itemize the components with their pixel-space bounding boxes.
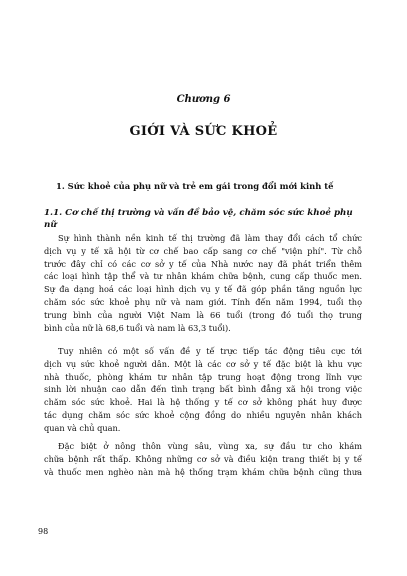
text-line: Sự đa dạng hoá các loại hình dịch vụ y tế đã góp phần tăng nguồn lực	[44, 284, 362, 295]
text-line: trước đây chỉ có các cơ sở y tế của Nhà nước nay đã phát triển thêm	[44, 258, 362, 269]
chapter-title: GIỚI VÀ SỨC KHOẺ	[129, 124, 278, 139]
subsection-heading: 1.1. Cơ chế thị trường và vấn đề bảo vệ, chăm sóc sức khoẻ phụ nữ	[44, 208, 353, 230]
text-line: dịch vụ sức khoẻ người dân. Một là các cơ sở y tế đặc biệt là khu vực	[44, 358, 362, 369]
text-line: Tuy nhiên có một số vấn đề y tế trực tiếp tác động tiêu cực tới	[58, 346, 362, 356]
text-line: Sự hình thành nền kinh tế thị trường đã làm thay đổi cách tổ chức	[58, 233, 362, 243]
text-line: và thuốc men nghèo nàn mà hệ thống trạm khám chữa bệnh cũng thưa	[44, 466, 362, 477]
page-number: 98	[38, 527, 49, 536]
text-line: chăm sóc sức khoẻ. Hai là hệ thống y tế cơ sở không phát huy được	[44, 397, 362, 408]
text-line: nhà thuốc, phòng khám tư nhân tập trung hoạt động trong lĩnh vực	[44, 371, 362, 382]
paragraph-3	[44, 440, 362, 478]
text-line: quan và chủ quan.	[44, 422, 121, 433]
text-line: các loại hình tập thể và tư nhân khám chữa bệnh, cung cấp thuốc men.	[44, 271, 362, 282]
text-line: dịch vụ y tế xã hội từ cơ chế bao cấp sang cơ chế "viện phí". Từ chỗ	[44, 245, 362, 256]
paragraph-1	[44, 232, 362, 334]
text-line: tác dụng chăm sóc sức khoẻ cộng đồng do nhiều nguyên nhân khách	[44, 409, 362, 420]
text-line: trung bình của người Việt Nam là 66 tuổi (trong đó tuổi thọ trung	[44, 309, 362, 320]
chapter-label: Chương 6	[176, 94, 231, 105]
section-heading: 1. Sức khoẻ của phụ nữ và trẻ em gái trong đổi mới kinh tế	[56, 181, 334, 191]
text-line: chữa bệnh rất thấp. Không những cơ sở và điều kiện trang thiết bị y tế	[44, 453, 362, 464]
text-line: chăm sóc sức khoẻ phụ nữ và nam giới. Tính đến năm 1994, tuổi thọ	[44, 296, 362, 307]
paragraph-2	[44, 345, 362, 435]
text-line: sinh lời nhuận cao dẫn đến tình trạng bất bình đẳng xã hội trong việc	[44, 384, 362, 395]
text-line: bình của nữ là 68,6 tuổi và nam là 63,3 tuổi).	[44, 322, 231, 333]
text-line: Đặc biệt ở nông thôn vùng sâu, vùng xa, sự đầu tư cho khám	[58, 441, 362, 451]
